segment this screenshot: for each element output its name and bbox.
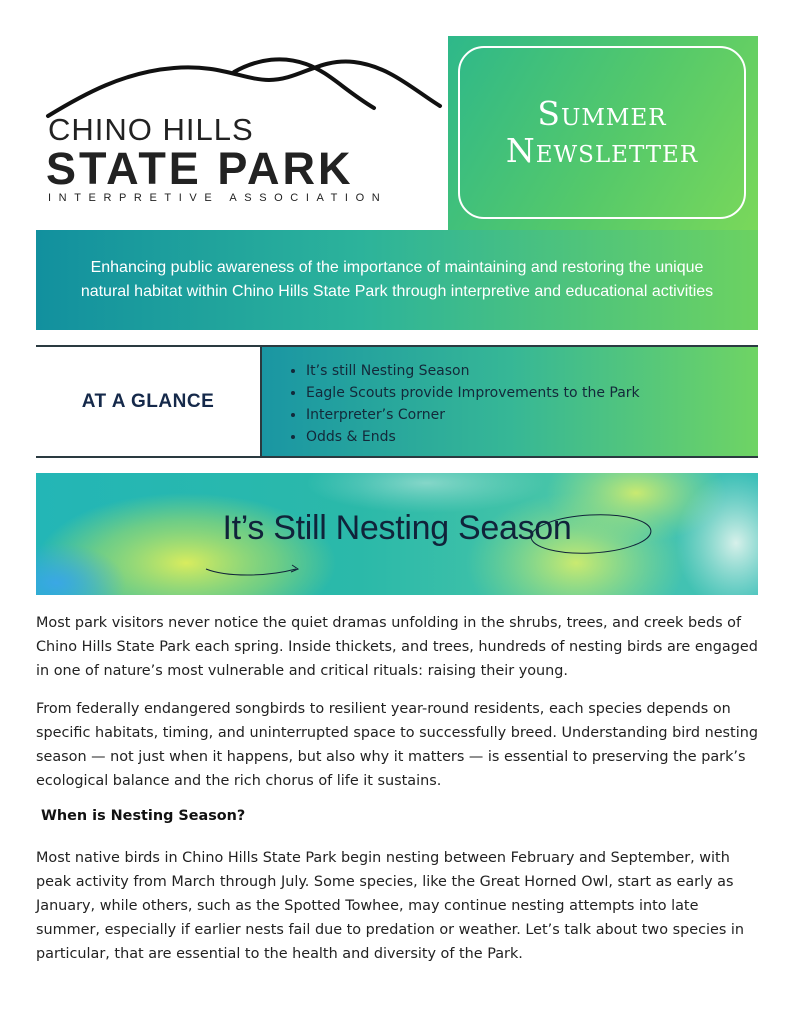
at-a-glance-list [262, 360, 640, 448]
logo-line-1: CHINO HILLS [48, 112, 254, 147]
mission-banner [36, 230, 758, 330]
section-title: It’s Still Nesting Season [222, 509, 572, 547]
hills-logo-icon [44, 50, 444, 120]
newsletter-title-line-1: Summer [537, 93, 667, 133]
glance-item: • It’s still Nesting Season [306, 360, 640, 382]
section-banner [36, 473, 758, 595]
park-logo [36, 36, 448, 230]
glance-item: • Eagle Scouts provide Improvements to the Park [306, 382, 640, 404]
at-a-glance-label: AT A GLANCE [81, 390, 215, 412]
logo-line-3: INTERPRETIVE ASSOCIATION [48, 192, 388, 204]
newsletter-title-line-2: Newsletter [505, 130, 699, 170]
glance-item: • Interpreter’s Corner [306, 404, 640, 426]
at-a-glance-section [36, 345, 758, 458]
newsletter-title-panel [448, 36, 758, 230]
mission-statement: Enhancing public awareness of the importance of maintaining and restoring the unique natural habitat within Chino Hills State Park through interpretive and educational activities [80, 259, 714, 300]
glance-item: • Odds & Ends [306, 426, 640, 448]
logo-line-2: STATE PARK [46, 143, 354, 194]
at-a-glance-list-panel [260, 347, 758, 456]
article-paragraph-3: Most native birds in Chino Hills State Park begin nesting between February and September, with peak activity from March through July. Some species, like the Great Horned Owl, start as early as January, while others, such as the Spotted Towhee, may continue nesting attempts into late summer, especially if earlier nests fail due to predation or weather. Let’s talk about two species in particular, that are essential to the health and diversity of the Park. [36, 850, 745, 962]
article-subheading: When is Nesting Season? [41, 808, 246, 824]
article-paragraph-1: Most park visitors never notice the quiet dramas unfolding in the shrubs, trees, and creek beds of Chino Hills State Park each spring. Inside thickets, and trees, hundreds of nesting birds are engaged in one of nature’s most vulnerable and critical rituals: raising their young. [36, 615, 758, 679]
article-paragraph-2: From federally endangered songbirds to resilient year-round residents, each species depends on specific habitats, timing, and uninterrupted space to successfully breed. Understanding bird nesting season — not just when it happens, but also why it matters — is essential to preserving the park’s ecological balance and the rich chorus of life it sustains. [36, 701, 758, 789]
newsletter-title-box [458, 46, 746, 219]
